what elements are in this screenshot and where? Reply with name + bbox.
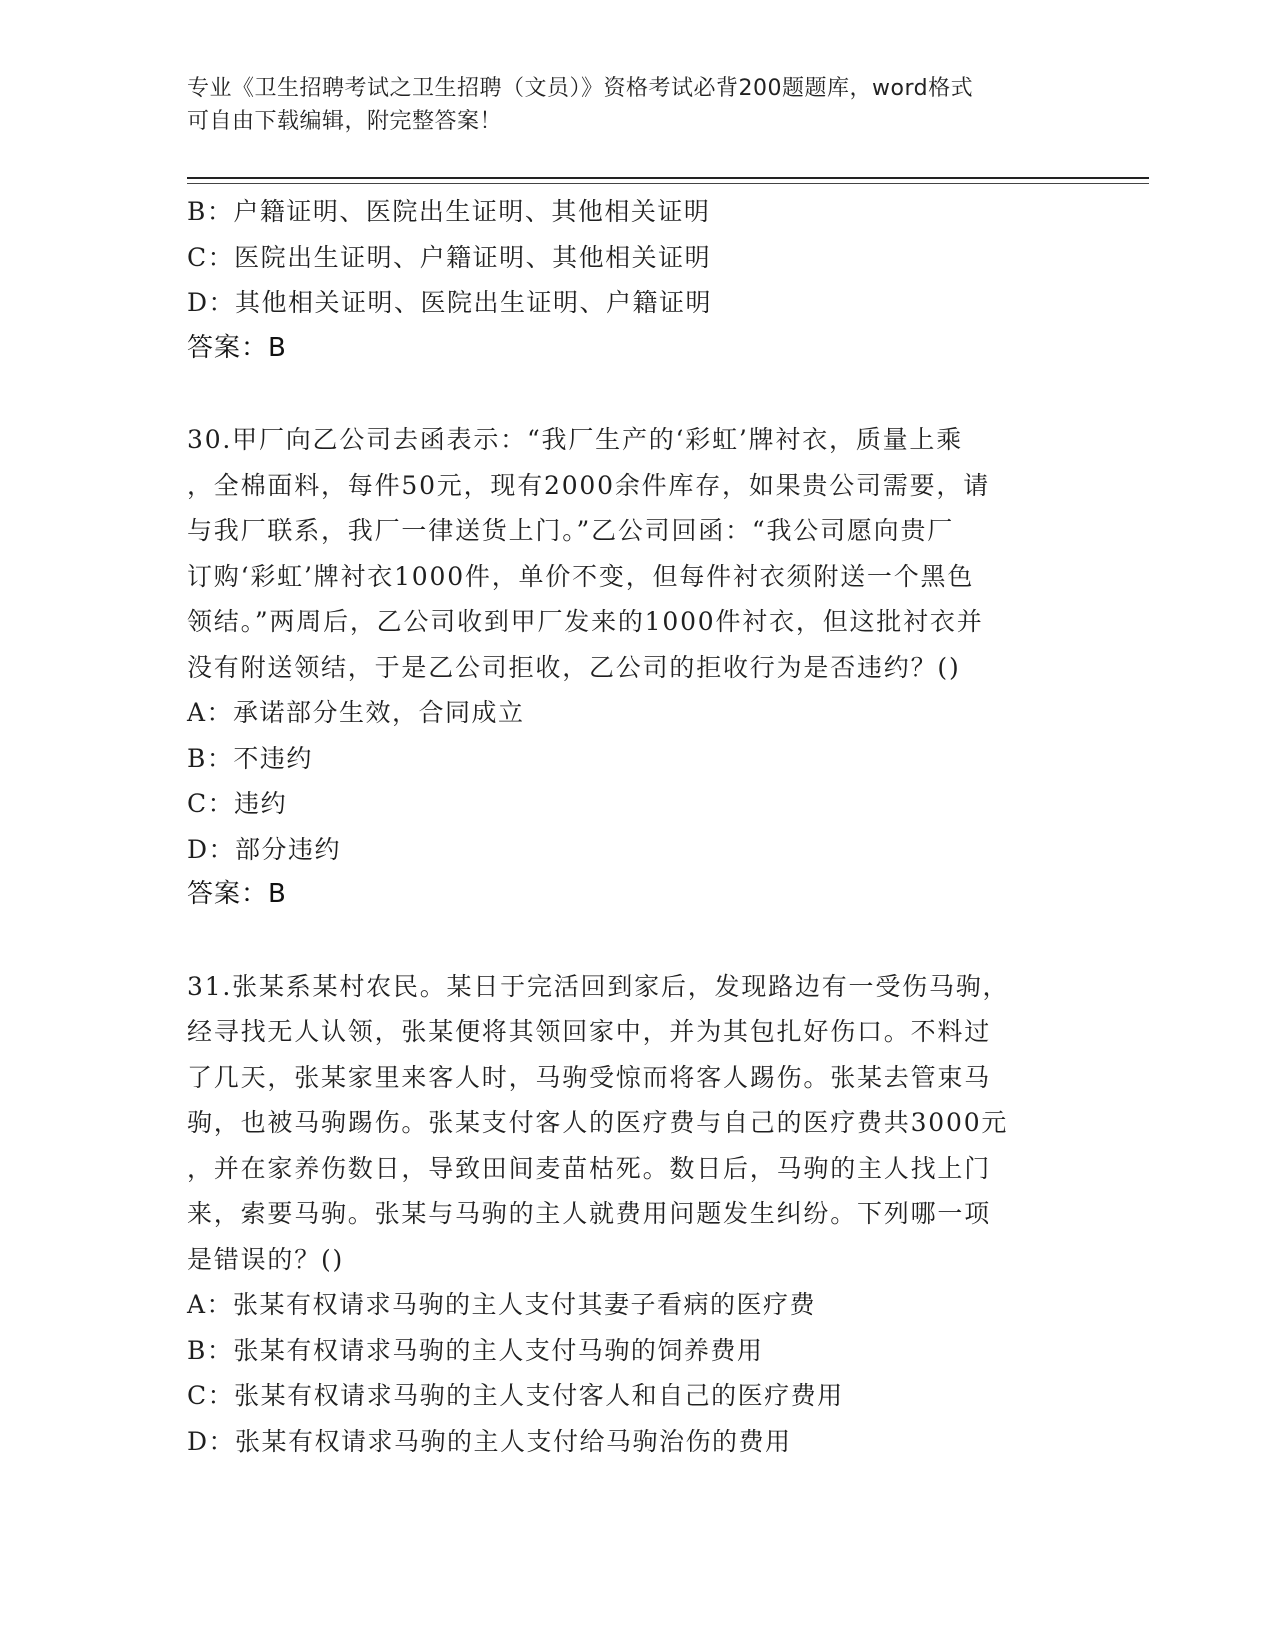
question-gap bbox=[187, 918, 1087, 964]
question-stem-line: 31.张某系某村农民。某日于完活回到家后，发现路边有一受伤马驹， bbox=[187, 971, 1010, 1001]
answer-line: 答案：B bbox=[187, 332, 287, 363]
header-title-line-2: 可自由下载编辑，附完整答案！ bbox=[187, 109, 503, 134]
option-d: D：张某有权请求马驹的主人支付给马驹治伤的费用 bbox=[187, 1426, 792, 1456]
question-stem-line: 与我厂联系，我厂一律送货上门。”乙公司回函：“我公司愿向贵厂 bbox=[187, 516, 955, 545]
question-stem-line: 来，索要马驹。张某与马驹的主人就费用问题发生纠纷。下列哪一项 bbox=[187, 1199, 992, 1228]
question-stem-line: 是错误的？() bbox=[187, 1244, 345, 1274]
option-a: A：承诺部分生效，合同成立 bbox=[187, 698, 525, 727]
option-d: D：其他相关证明、医院出生证明、户籍证明 bbox=[187, 288, 713, 317]
question-stem-line: ，并在家养伤数日，导致田间麦苗枯死。数日后，马驹的主人找上门 bbox=[187, 1153, 992, 1183]
question-31 bbox=[187, 964, 1087, 1465]
document-header bbox=[187, 72, 1067, 138]
question-stem-line: 订购‘彩虹’牌衬衣1000件，单价不变，但每件衬衣须附送一个黑色 bbox=[187, 561, 975, 591]
option-c: C：医院出生证明、户籍证明、其他相关证明 bbox=[187, 242, 712, 272]
option-b: B：张某有权请求马驹的主人支付马驹的饲养费用 bbox=[187, 1335, 764, 1365]
question-stem-line: 经寻找无人认领，张某便将其领回家中，并为其包扎好伤口。不料过 bbox=[187, 1017, 992, 1046]
option-a: A：张某有权请求马驹的主人支付其妻子看病的医疗费 bbox=[187, 1290, 817, 1319]
option-d: D：部分违约 bbox=[187, 834, 342, 864]
option-b: B：户籍证明、医院出生证明、其他相关证明 bbox=[187, 197, 711, 226]
option-c: C：违约 bbox=[187, 789, 288, 818]
option-b: B：不违约 bbox=[187, 743, 313, 773]
answer-line: 答案：B bbox=[187, 879, 287, 909]
question-stem-line: 没有附送领结，于是乙公司拒收，乙公司的拒收行为是否违约？() bbox=[187, 652, 961, 682]
question-stem-line: 领结。”两周后，乙公司收到甲厂发来的1000件衬衣，但这批衬衣并 bbox=[187, 607, 984, 636]
header-divider-thick bbox=[187, 177, 1149, 179]
header-divider-thin bbox=[187, 183, 1149, 184]
option-c: C：张某有权请求马驹的主人支付客人和自己的医疗费用 bbox=[187, 1381, 844, 1410]
question-stem-line: 了几天，张某家里来客人时，马驹受惊而将客人踢伤。张某去管束马 bbox=[187, 1062, 992, 1092]
header-title-line-1: 专业《卫生招聘考试之卫生招聘（文员）》资格考试必背200题题库，word格式 bbox=[187, 76, 974, 101]
document-body bbox=[187, 189, 1087, 1464]
question-stem-line: 驹，也被马驹踢伤。张某支付客人的医疗费与自己的医疗费共3000元 bbox=[187, 1108, 1009, 1137]
question-gap bbox=[187, 371, 1087, 417]
question-stem-line: 30.甲厂向乙公司去函表示：“我厂生产的‘彩虹’牌衬衣，质量上乘 bbox=[187, 425, 964, 454]
question-30 bbox=[187, 417, 1087, 918]
question-29-tail bbox=[187, 189, 1087, 371]
question-stem-line: ，全棉面料，每件50元，现有2000余件库存，如果贵公司需要，请 bbox=[187, 470, 991, 500]
